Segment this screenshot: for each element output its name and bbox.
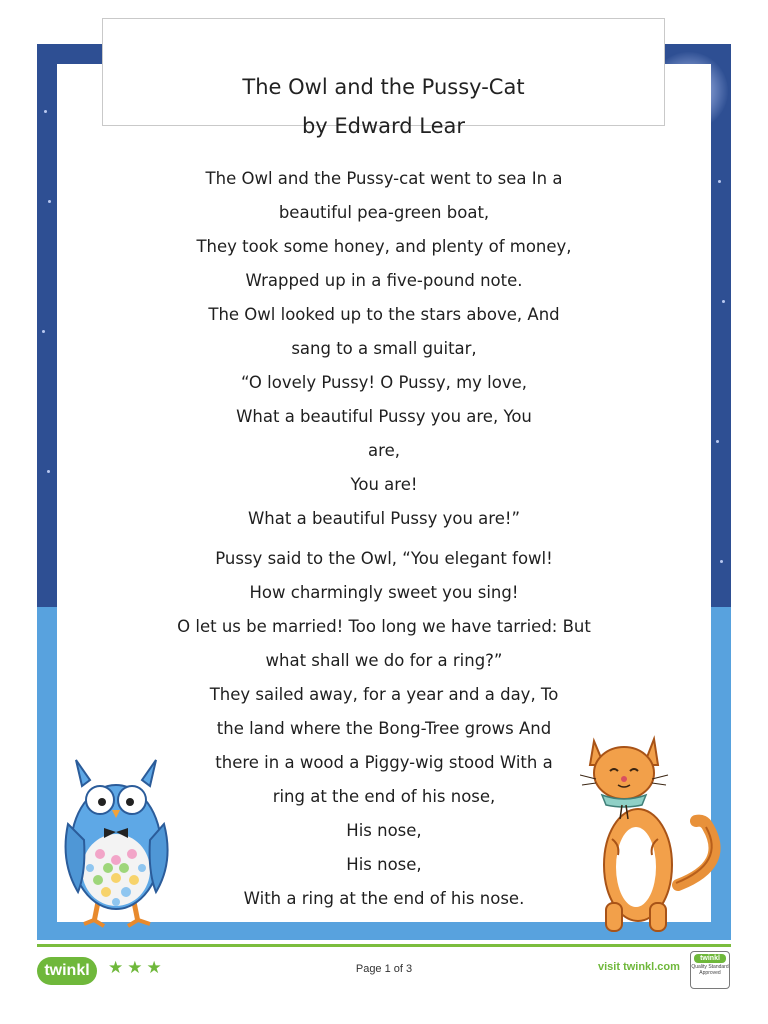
poem-line: The Owl and the Pussy-cat went to sea In a (205, 169, 563, 188)
poem-line: You are! (350, 475, 418, 494)
poem-line: They took some honey, and plenty of money, (196, 237, 572, 256)
badge-title: twinkl (694, 954, 726, 963)
poem-line: there in a wood a Piggy-wig stood With a (215, 753, 553, 772)
title-box (102, 18, 665, 126)
poem-line: His nose, (346, 855, 422, 874)
page-title: The Owl and the Pussy-Cat (242, 75, 525, 99)
poem-line: ring at the end of his nose, (272, 787, 496, 806)
cat-icon (580, 735, 728, 935)
poem-line: what shall we do for a ring?” (265, 651, 503, 670)
twinkl-logo[interactable]: twinkl (37, 957, 97, 985)
poem-line: What a beautiful Pussy you are, You (236, 407, 532, 426)
footer-divider (37, 944, 731, 947)
poem-line: beautiful pea-green boat, (278, 203, 490, 222)
poem-line: The Owl looked up to the stars above, And (208, 305, 560, 324)
poem-line: His nose, (346, 821, 422, 840)
poem-line: “O lovely Pussy! O Pussy, my love, (240, 373, 528, 392)
poem-text (150, 165, 618, 919)
owl-icon (60, 752, 180, 934)
poem-line: What a beautiful Pussy you are!” (247, 509, 521, 528)
star-icon (716, 440, 719, 443)
page-number: Page 1 of 3 (355, 963, 413, 975)
star-icon (722, 300, 725, 303)
poem-line: Pussy said to the Owl, “You elegant fowl! (215, 549, 553, 568)
poem-line: O let us be married! Too long we have tarried: But (177, 617, 591, 636)
poem-line: How charmingly sweet you sing! (249, 583, 519, 602)
poem-line: Wrapped up in a five-pound note. (245, 271, 523, 290)
poem-line: They sailed away, for a year and a day, To (209, 685, 559, 704)
star-icon (48, 200, 51, 203)
star-icon (47, 470, 50, 473)
rating-stars-icon: ★★★ (108, 958, 166, 977)
poem-line: are, (368, 441, 400, 460)
star-icon (42, 330, 45, 333)
badge-text: Quality Standard Approved (691, 964, 729, 976)
poem-line: With a ring at the end of his nose. (243, 889, 525, 908)
quality-badge-icon (690, 951, 730, 989)
star-icon (44, 110, 47, 113)
poem-line: the land where the Bong-Tree grows And (216, 719, 552, 738)
visit-link[interactable]: visit twinkl.com (598, 961, 680, 973)
poem-line: sang to a small guitar, (291, 339, 477, 358)
author-byline: by Edward Lear (301, 114, 466, 138)
star-icon (720, 560, 723, 563)
star-icon (718, 180, 721, 183)
